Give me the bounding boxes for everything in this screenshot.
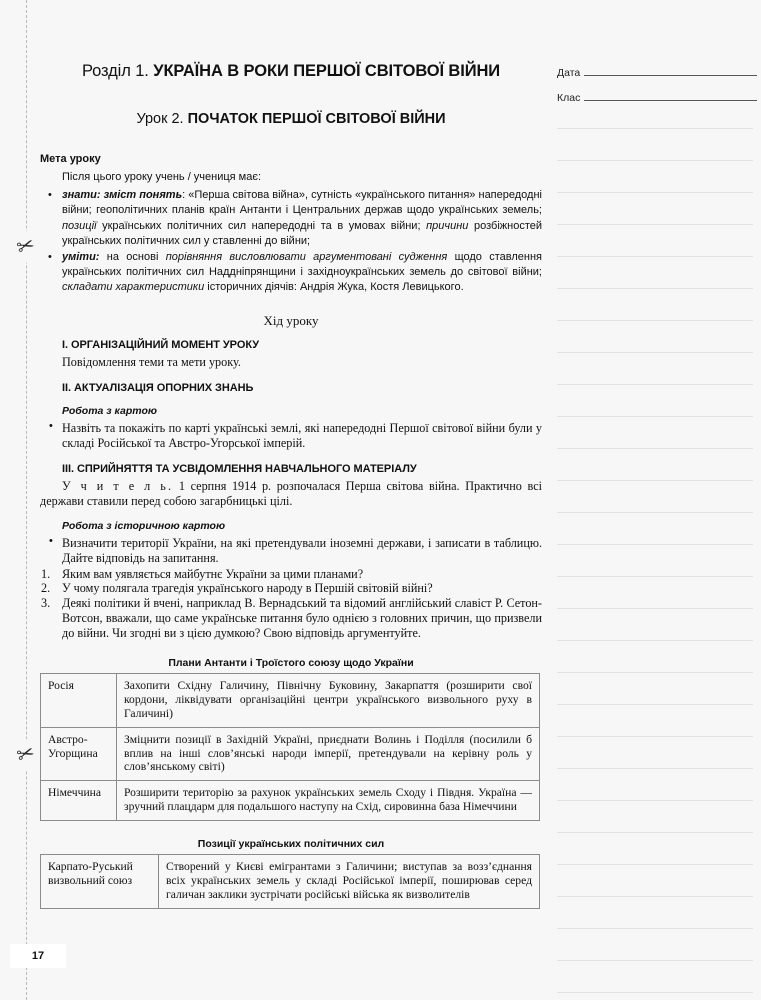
table-cell-plan: Розширити територію за рахунок українських земель Сходу і Півдня. Україна — зручний плацдарм для подальшого наступу на Схід, сировинна база Німеччини	[117, 781, 540, 821]
section-1-text: Повідомлення теми та мети уроку.	[62, 355, 241, 370]
note-rule-line	[557, 960, 753, 961]
list-item: Яким вам уявляється майбутнє України за цими планами?	[62, 566, 364, 581]
note-rule-line	[557, 992, 753, 993]
table-row	[41, 855, 540, 909]
goal-list	[40, 188, 542, 295]
page-title	[40, 62, 542, 81]
section-2-bullets	[40, 421, 542, 451]
note-rule-line	[557, 416, 753, 417]
list-item: • Назвіть та покажіть по карті українські землі, які напередодні Першої світової війни були у складі Російської та Австро-Угорської імперій.	[40, 421, 542, 451]
table-1-caption: Плани Антанти і Троїстого союзу щодо України	[168, 656, 414, 669]
table-row	[41, 781, 540, 821]
note-rule-line	[557, 448, 753, 449]
list-item	[40, 250, 542, 296]
class-label: Клас	[557, 92, 581, 104]
table-row	[41, 727, 540, 781]
cut-dashed-line	[26, 0, 27, 1000]
note-rule-line	[557, 224, 753, 225]
notes-column	[548, 0, 761, 1000]
scissors-icon: ✂	[7, 736, 45, 774]
goal-intro: Після цього уроку учень / учениця має:	[62, 171, 262, 183]
goal-item-rest3: історичних діячів: Андрія Жука, Костя Левицького.	[204, 281, 464, 294]
lesson-title-text: ПОЧАТОК ПЕРШОЇ СВІТОВОЇ ВІЙНИ	[187, 111, 446, 127]
table-row	[41, 673, 540, 727]
note-rule-line	[557, 160, 753, 161]
goal-item-em1: порівняння висловлювати аргументовані судження	[165, 250, 448, 263]
lesson-flow-title: Хід уроку	[263, 313, 319, 329]
teacher-text: 1 серпня 1914 р. розпочалася Перша світова війна. Практично всі держави ставили перед собою загарбницькі цілі.	[40, 479, 542, 508]
note-rule-line	[557, 800, 753, 801]
note-rule-line	[557, 640, 753, 641]
goal-item-lead: уміти:	[62, 250, 100, 263]
note-rule-line	[557, 480, 753, 481]
goal-item-em2: причини	[426, 219, 469, 232]
goal-item-rest: на основі	[99, 250, 166, 263]
table-cell-country: Росія	[41, 673, 117, 727]
goal-item-rest2: українських політичних сил напередодні та в умовах війни;	[96, 219, 427, 232]
note-rule-line	[557, 896, 753, 897]
section-3-subheading: Робота з історичною картою	[62, 519, 226, 532]
note-rule-line	[557, 832, 753, 833]
note-rule-line	[557, 256, 753, 257]
note-rule-line	[557, 512, 753, 513]
goal-item-lead: знати: зміст понять	[62, 189, 183, 202]
class-input-line[interactable]	[584, 89, 757, 101]
list-item: • Визначити території України, на які претендували іноземні держави, і записати в таблицю. Дайте відповідь на запитання.	[40, 536, 542, 566]
section-3-questions	[40, 567, 542, 641]
note-rule-line	[557, 672, 753, 673]
class-field-row	[557, 89, 757, 104]
note-rule-line	[557, 384, 753, 385]
note-rule-line	[557, 320, 753, 321]
goal-item-em1: позиції	[62, 219, 97, 232]
goal-item-rest2: щодо ставлення українських політичних сил Наддніпрянщини і західноукраїнських земель до світової війни;	[62, 250, 542, 279]
section-3-bullets	[40, 536, 542, 566]
note-rule-line	[557, 608, 753, 609]
table-cell-plan: Зміцнити позиції в Західній Україні, приєднати Волинь і Поділля (посилили б вплив на інші слов’янські народи імперії, претендували на керівну роль у слов’янському світі)	[117, 727, 540, 781]
goal-item-em2: складати характеристики	[62, 281, 205, 294]
note-rule-line	[557, 864, 753, 865]
note-rule-line	[557, 736, 753, 737]
table-cell-plan: Захопити Східну Галичину, Північну Буковину, Закарпаття (розширити свої кордони, ліквідувати організаційні центри українського визвольного руху в Галичині)	[117, 673, 540, 727]
table-2-caption: Позиції українських політичних сил	[197, 838, 385, 851]
note-rule-line	[557, 128, 753, 129]
plans-table	[40, 673, 540, 821]
page-content	[40, 0, 542, 909]
section-heading-1: I. ОРГАНІЗАЦІЙНИЙ МОМЕНТ УРОКУ	[62, 339, 260, 352]
section-2-subheading: Робота з картою	[62, 405, 157, 418]
section-heading-3: III. СПРИЙНЯТТЯ ТА УСВІДОМЛЕННЯ НАВЧАЛЬНОГО МАТЕРІАЛУ	[62, 463, 417, 475]
note-rule-line	[557, 544, 753, 545]
chapter-title-text: УКРАЇНА В РОКИ ПЕРШОЇ СВІТОВОЇ ВІЙНИ	[153, 62, 501, 80]
date-input-line[interactable]	[584, 64, 757, 76]
page-number-text: 17	[31, 950, 45, 962]
scissors-icon: ✂	[7, 228, 45, 266]
date-label: Дата	[557, 67, 581, 79]
goal-heading: Мета уроку	[40, 153, 101, 165]
note-rule-line	[557, 288, 753, 289]
note-rule-line	[557, 576, 753, 577]
list-item: Деякі політики й вчені, наприклад В. Вернадський та відомий англійський славіст Р. Сетон-Вотсон, вважали, що саме українське питання було однією з головних причин, що призвели до війни. Чи згодні ви з цією думкою? Свою відповідь аргументуйте.	[62, 596, 542, 640]
lesson-title	[40, 111, 542, 127]
note-rule-line	[557, 928, 753, 929]
note-rule-line	[557, 704, 753, 705]
teacher-paragraph	[40, 479, 542, 509]
page-number	[10, 944, 66, 968]
teacher-word: У ч и т е л ь.	[62, 479, 174, 493]
table-cell-organization: Карпато-Руський визвольний союз	[41, 855, 159, 909]
table-cell-country: Австро-Угорщина	[41, 727, 117, 781]
chapter-prefix: Розділ 1.	[81, 62, 154, 80]
note-rule-line	[557, 352, 753, 353]
section-heading-2: II. АКТУАЛІЗАЦІЯ ОПОРНИХ ЗНАНЬ	[62, 382, 254, 395]
list-item: У чому полягала трагедія українського народу в Першій світовій війні?	[62, 581, 433, 596]
lesson-prefix: Урок 2.	[136, 111, 188, 127]
list-item	[40, 188, 542, 249]
note-rule-line	[557, 192, 753, 193]
table-cell-country: Німеччина	[41, 781, 117, 821]
goal-item-rest: : «Перша світова війна», сутність «українського питання» напередодні війни; геополітичних планів країн Антанти і Центральних держав щодо українських земель;	[62, 189, 542, 217]
positions-table	[40, 854, 540, 909]
table-cell-position: Створений у Києві емігрантами з Галичини; виступав за возз’єднання всіх українських земель у складі Російської імперії, поширював серед галичан заклики зустрічати російські війська як визволителів	[159, 855, 540, 909]
date-field-row	[557, 64, 757, 79]
note-rule-line	[557, 768, 753, 769]
goal-item-rest3: розбіжностей українських політичних сил у ставленні до війни;	[62, 219, 542, 247]
